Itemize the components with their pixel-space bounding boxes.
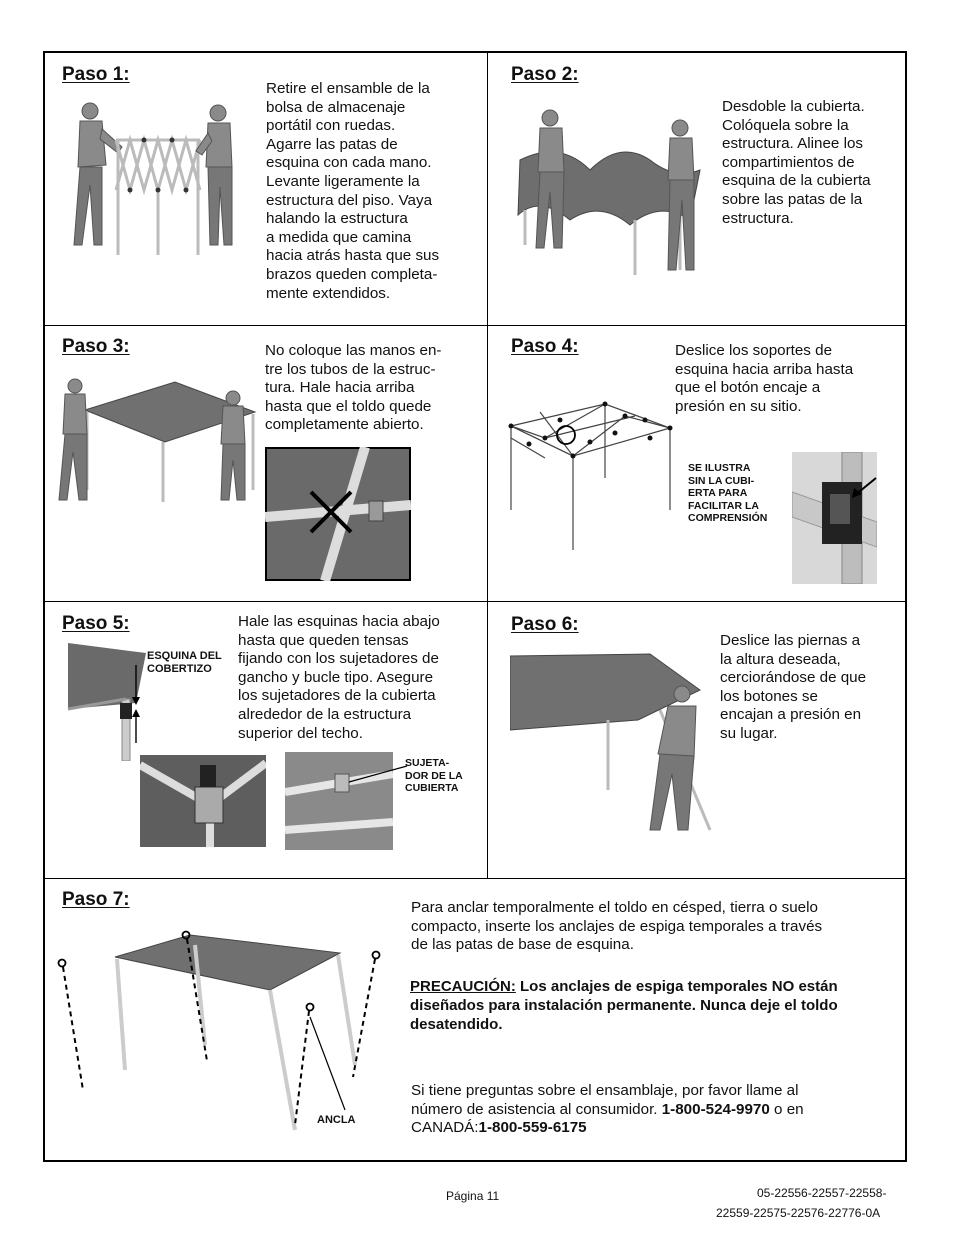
paso4-caption: SE ILUSTRA SIN LA CUBI- ERTA PARA FACILITAR LA COMPRENSIÓN <box>688 462 768 524</box>
paso4-title: Paso 4: <box>511 336 579 357</box>
row-divider <box>45 878 905 879</box>
row-divider <box>45 325 905 326</box>
paso7-text: Para anclar temporalmente el toldo en césped, tierra o suelo compacto, inserte los anclajes de espiga temporales a través de las patas de base de esquina. <box>411 899 823 954</box>
model-numbers-line2: 22559-22575-22576-22776-0A <box>716 1206 881 1220</box>
paso7-contact <box>411 1082 804 1138</box>
paso7-warning-label: PRECAUCIÓN: <box>410 978 516 995</box>
paso5-corner-illustration <box>66 643 146 761</box>
paso4-button-detail <box>792 452 877 584</box>
paso1-text: Retire el ensamble de la bolsa de almacenaje portátil con ruedas. Agarre las patas de esquina con cada mano. Levante ligeramente la estructura del piso. Vaya halando la estructura a medida que camina hacia atrás hasta que sus brazos queden completa- mente extendidos. <box>266 80 440 302</box>
paso1-title: Paso 1: <box>62 64 130 85</box>
paso7-anchor-caption: ANCLA <box>317 1114 356 1126</box>
paso1-illustration <box>60 95 250 270</box>
column-divider <box>487 53 488 878</box>
paso6-illustration <box>510 650 722 840</box>
paso6-title: Paso 6: <box>511 614 579 635</box>
paso7-contact-mid: o en CANADÁ: <box>411 1100 804 1137</box>
phone-ca: 1-800-559-6175 <box>478 1119 587 1137</box>
paso5-fastener-pointer <box>345 760 410 786</box>
paso7-contact-text: Si tiene preguntas sobre el ensamblaje, por favor llame al número de asistencia al consumidor. <box>411 1082 799 1118</box>
model-numbers-line1: 05-22556-22557-22558- <box>757 1186 887 1200</box>
paso5-title: Paso 5: <box>62 613 130 634</box>
paso5-hook-detail <box>140 755 266 847</box>
row-divider <box>45 601 905 602</box>
phone-us: 1-800-524-9970 <box>661 1100 770 1118</box>
paso4-frame-illustration <box>505 398 675 553</box>
paso5-text: Hale las esquinas hacia abajo hasta que queden tensas fijando con los sujetadores de gancho y bucle tipo. Asegure los sujetadores de la cubierta alrededor de la estructura superior del techo. <box>238 613 440 742</box>
paso3-title: Paso 3: <box>62 336 130 357</box>
paso3-illustration <box>55 372 260 507</box>
paso2-text: Desdoble la cubierta. Colóquela sobre la estructura. Alinee los compartimientos de esquina de la cubierta sobre las patas de la estructura. <box>722 98 871 227</box>
paso4-text: Deslice los soportes de esquina hacia arriba hasta que el botón encaje a presión en su sitio. <box>675 342 854 415</box>
page-number: Página 11 <box>446 1189 500 1203</box>
paso7-warning <box>410 977 905 1034</box>
paso5-fastener-caption: SUJETA- DOR DE LA CUBIERTA <box>405 757 463 794</box>
paso5-corner-caption: ESQUINA DEL COBERTIZO <box>147 650 222 675</box>
paso2-illustration <box>510 100 710 280</box>
paso2-title: Paso 2: <box>511 64 579 85</box>
paso7-anchor-illustration <box>55 925 390 1145</box>
paso7-warning-text: Los anclajes de espiga temporales NO están diseñados para instalación permanente. Nunca deje el toldo desatendido. <box>410 978 838 1033</box>
paso3-warning-detail <box>265 447 411 581</box>
paso6-text: Deslice las piernas a la altura deseada, cerciorándose de que los botones se encajan a presión en su lugar. <box>720 632 867 742</box>
paso3-text: No coloque las manos en- tre los tubos de la estruc- tura. Hale hacia arriba hasta que el toldo quede completamente abierto. <box>265 342 442 434</box>
paso7-title: Paso 7: <box>62 889 130 910</box>
